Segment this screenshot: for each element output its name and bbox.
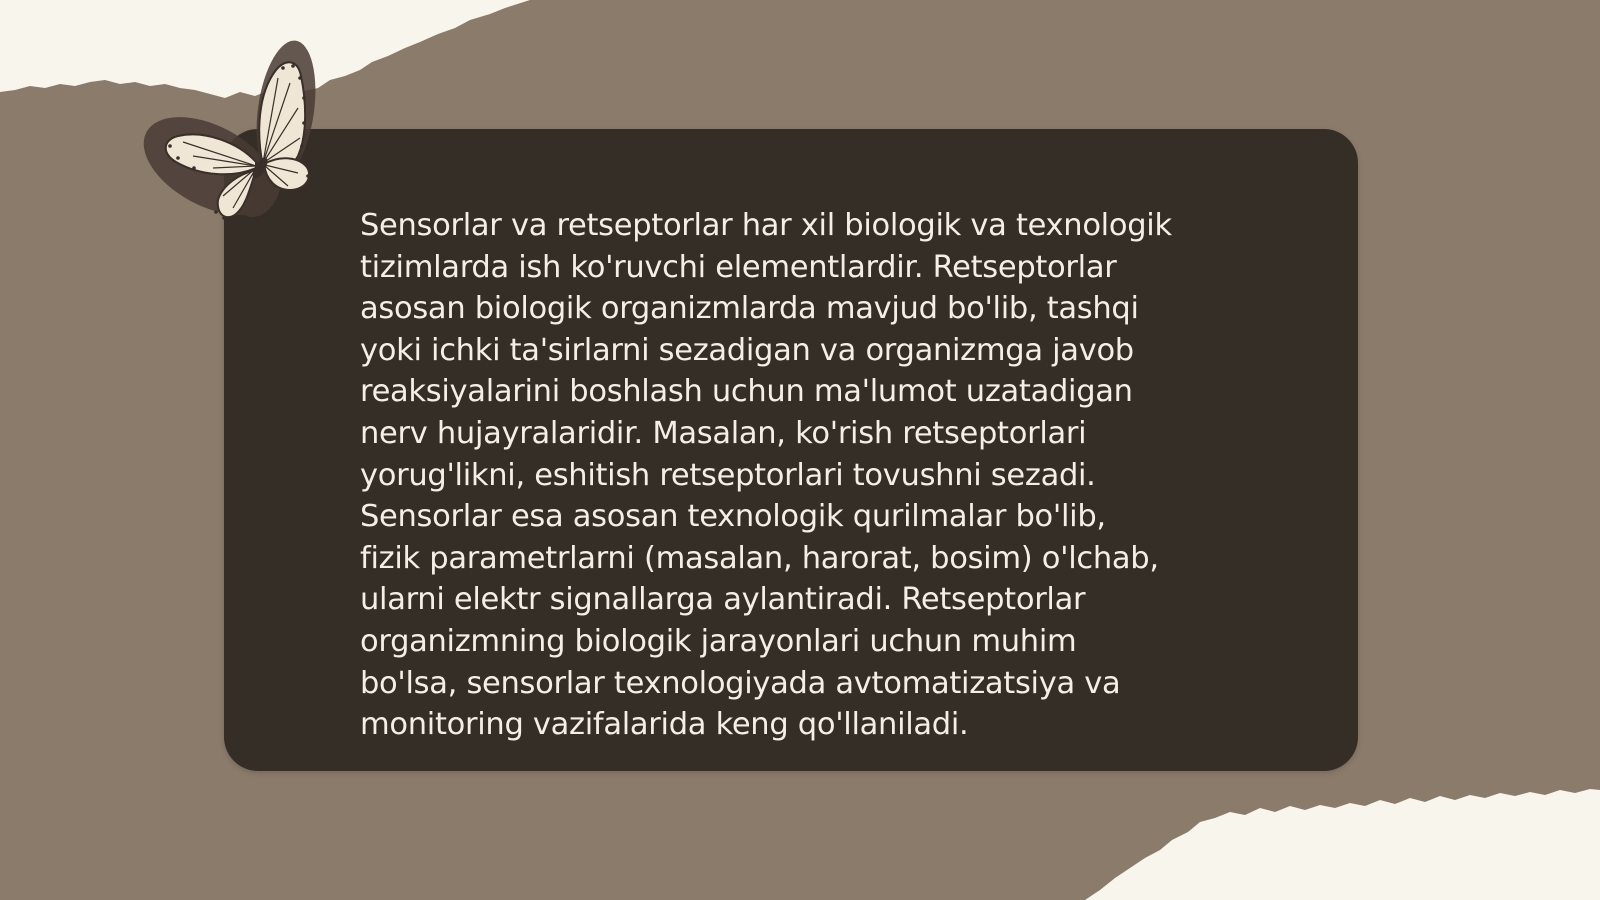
body-text: Sensorlar va retseptorlar har xil biologik va texnologik tizimlarda ish ko'ruvchi elementlardir. Retseptorlar asosan biologik organizmlarda mavjud bo'lib, tashqi yoki ichki ta'sirlarni sezadigan va organizmga javob reaksiyalarini boshlash uchun ma'lumot uzatadigan nerv hujayralaridir. Masalan, ko'rish retseptorlari yorug'likni, eshitish retseptorlari tovushni sezadi. Sensorlar esa asosan texnologik qurilmalar bo'lib, fizik parametrlarni (masalan, harorat, bosim) o'lchab, ularni elektr signallarga aylantiradi. Retseptorlar organizmning biologik jarayonlari uchun muhim bo'lsa, sensorlar texnologiyada avtomatizatsiya va monitoring vazifalarida keng qo'llaniladi. (360, 208, 1172, 743)
butterfly-icon (138, 38, 338, 228)
